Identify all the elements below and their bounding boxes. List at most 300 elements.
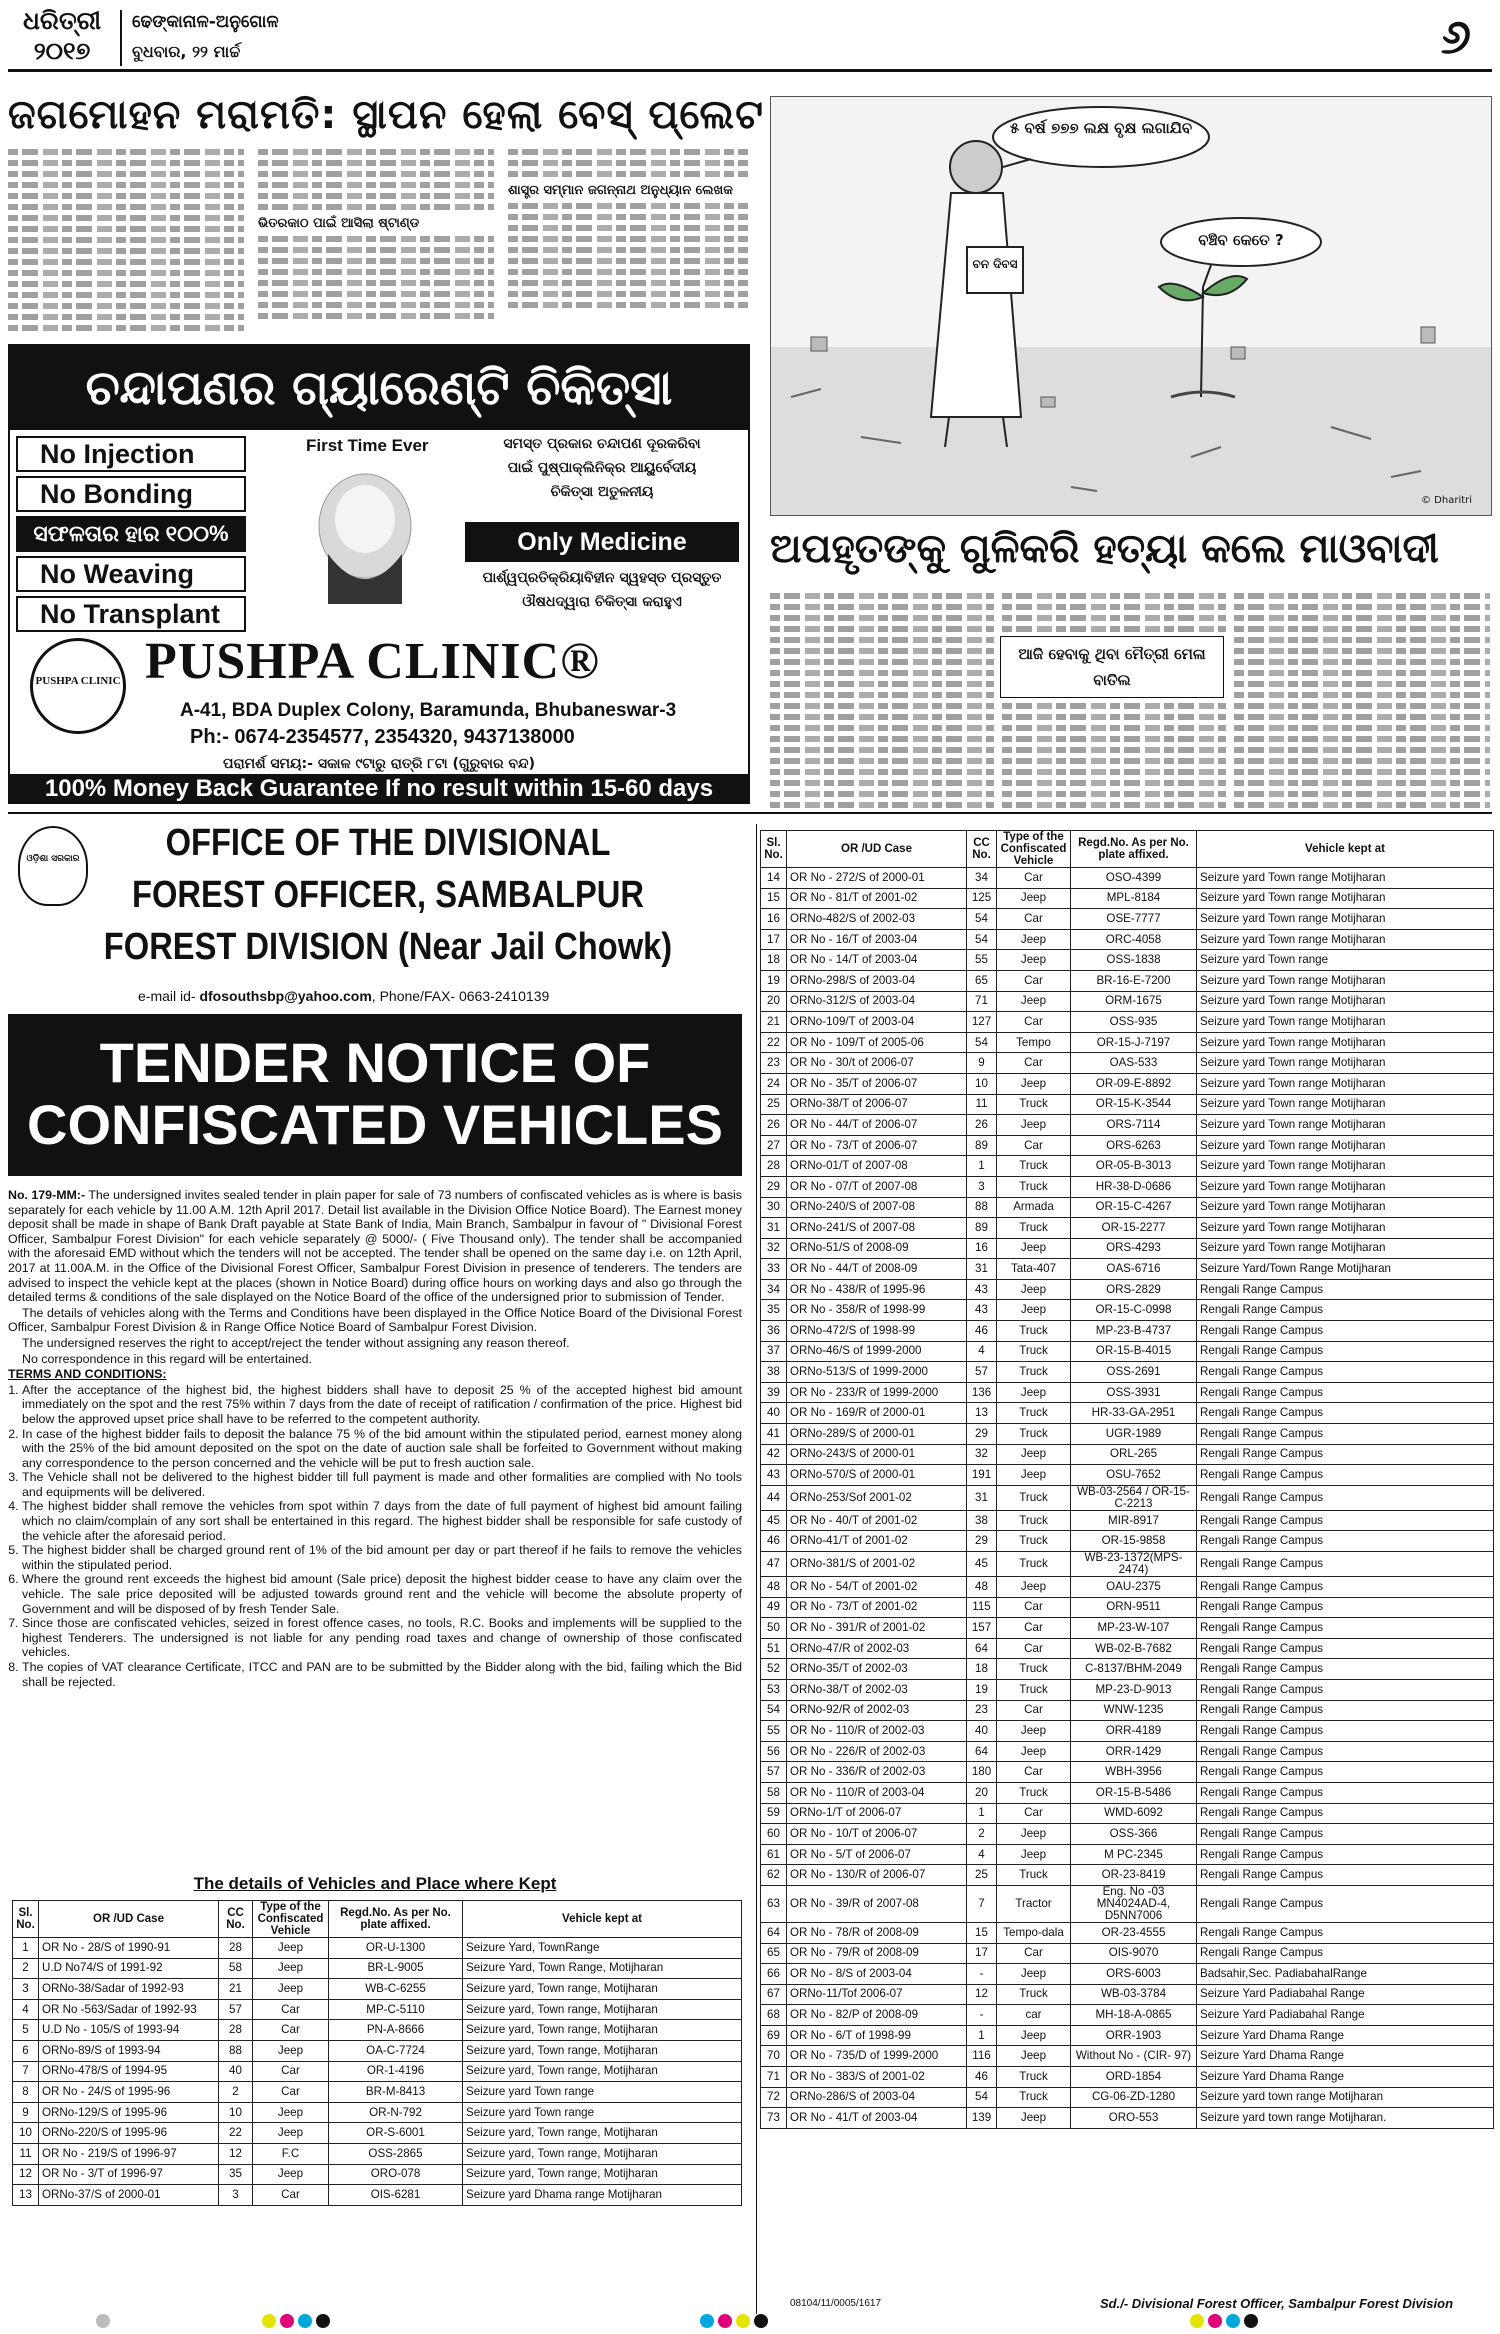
- cell-kept-at: Rengali Range Campus: [1197, 1824, 1494, 1845]
- cell-sl-no: 29: [761, 1176, 787, 1197]
- table-row: [761, 1824, 1494, 1845]
- term-item: 2. In case of the highest bidder fails to deposit the balance 75 % of the bid amount within the stipulated period, earnest money along with the 25% of the bid amount deposited on the spot on the date of auction sale shall be forfeited to Government without making any correspondence to the person concerned and the vehicle will be put to fresh auction sale.: [22, 1427, 742, 1471]
- cell-cc-no: 1: [967, 2025, 997, 2046]
- terms-list: [8, 1383, 742, 1689]
- cell-vehicle-type: Car: [253, 2185, 329, 2206]
- cell-sl-no: 62: [761, 1865, 787, 1886]
- cell-kept-at: Rengali Range Campus: [1197, 1321, 1494, 1342]
- col-header: OR /UD Case: [39, 1901, 219, 1938]
- cell-kept-at: Seizure yard Town range Motijharan: [1197, 1053, 1494, 1074]
- table-row: [761, 1424, 1494, 1445]
- cell-sl-no: 27: [761, 1135, 787, 1156]
- clinic-timing: ପରାମର୍ଶ ସମୟ:- ସକାଳ ୯ଟାରୁ ରାତ୍ରି ୮ଟା (ଗୁରୁବାର ବନ୍ଦ): [10, 756, 748, 776]
- table-row: [761, 1782, 1494, 1803]
- cell-regd-no: OR-15-2277: [1071, 1218, 1197, 1239]
- clinic-name: PUSHPA CLINIC®: [145, 633, 600, 690]
- lead-story-body: [8, 144, 750, 334]
- cell-kept-at: Rengali Range Campus: [1197, 1597, 1494, 1618]
- cell-cc-no: 43: [967, 1300, 997, 1321]
- cell-vehicle-type: Truck: [997, 1865, 1071, 1886]
- col-header: CC No.: [967, 831, 997, 868]
- cell-vehicle-type: Jeep: [997, 929, 1071, 950]
- cell-case: OR No - 16/T of 2003-04: [787, 929, 967, 950]
- cell-sl-no: 45: [761, 1510, 787, 1531]
- cell-regd-no: WBH-3956: [1071, 1762, 1197, 1783]
- cell-regd-no: C-8137/BHM-2049: [1071, 1659, 1197, 1680]
- col-header: Type of the Confiscated Vehicle: [253, 1901, 329, 1938]
- cell-vehicle-type: Car: [997, 1053, 1071, 1074]
- cell-vehicle-type: Truck: [997, 1341, 1071, 1362]
- cell-regd-no: OSS-1838: [1071, 950, 1197, 971]
- cell-vehicle-type: Armada: [997, 1197, 1071, 1218]
- term-item: 5. The highest bidder shall be charged ground rent of 1% of the bid amount per day or part thereof if he fails to remove the vehicles within the stipulated period.: [22, 1543, 742, 1572]
- cell-case: OR No - 391/R of 2001-02: [787, 1618, 967, 1639]
- cell-regd-no: WMD-6092: [1071, 1803, 1197, 1824]
- clinic-line-2: ପାଇଁ ପୁଷ୍ପାକ୍ଲିନିକ୍‌ର ଆୟୁର୍ବେଦୀୟ: [507, 460, 697, 476]
- cell-sl-no: 73: [761, 2108, 787, 2129]
- cell-regd-no: OSS-2691: [1071, 1362, 1197, 1383]
- cell-sl-no: 10: [13, 2123, 39, 2144]
- cell-vehicle-type: Truck: [997, 1984, 1071, 2005]
- cell-sl-no: 67: [761, 1984, 787, 2005]
- cell-kept-at: Seizure Yard, TownRange: [463, 1938, 742, 1959]
- cell-cc-no: 12: [219, 2143, 253, 2164]
- cell-sl-no: 58: [761, 1782, 787, 1803]
- cell-regd-no: OAS-533: [1071, 1053, 1197, 1074]
- cell-sl-no: 25: [761, 1094, 787, 1115]
- table-row: [761, 888, 1494, 909]
- cell-cc-no: 9: [967, 1053, 997, 1074]
- cell-sl-no: 41: [761, 1424, 787, 1445]
- cell-kept-at: Rengali Range Campus: [1197, 1465, 1494, 1486]
- cell-case: OR No - 79/R of 2008-09: [787, 1943, 967, 1964]
- cell-sl-no: 26: [761, 1115, 787, 1136]
- registration-mark: [718, 2314, 732, 2328]
- office-phone: , Phone/FAX- 0663-2410139: [371, 988, 550, 1004]
- cell-cc-no: 40: [967, 1721, 997, 1742]
- cell-vehicle-type: Truck: [997, 2087, 1071, 2108]
- cell-regd-no: UGR-1989: [1071, 1424, 1197, 1445]
- cell-regd-no: Eng. No -03 MN4024AD-4, D5NN7006: [1071, 1885, 1197, 1922]
- cell-vehicle-type: Truck: [997, 1531, 1071, 1552]
- odisha-government-emblem: ଓଡ଼ିଶା ସରକାର: [18, 826, 88, 906]
- table-row: [761, 1032, 1494, 1053]
- cell-case: OR No - 54/T of 2001-02: [787, 1577, 967, 1598]
- cell-case: ORNo-92/R of 2002-03: [787, 1700, 967, 1721]
- table-row: [13, 2143, 742, 2164]
- cell-cc-no: 18: [967, 1659, 997, 1680]
- cell-case: OR No - 735/D of 1999-2000: [787, 2046, 967, 2067]
- cell-case: OR No - 39/R of 2007-08: [787, 1885, 967, 1922]
- cell-vehicle-type: Jeep: [253, 1938, 329, 1959]
- table-row: [761, 1577, 1494, 1598]
- cell-cc-no: 7: [967, 1885, 997, 1922]
- cell-vehicle-type: Car: [997, 1700, 1071, 1721]
- cell-cc-no: 19: [967, 1679, 997, 1700]
- cell-sl-no: 7: [13, 2061, 39, 2082]
- cell-regd-no: ORR-1903: [1071, 2025, 1197, 2046]
- col-header: OR /UD Case: [787, 831, 967, 868]
- cell-kept-at: Seizure yard Town range Motijharan: [1197, 1176, 1494, 1197]
- cartoon-speech-bubble-1: ୫ ବର୍ଷ ୭୭୭ ଲକ୍ଷ ବୃକ୍ଷ ଲଗାଯିବ: [1009, 119, 1193, 137]
- cell-vehicle-type: Truck: [997, 1218, 1071, 1239]
- term-item: 4. The highest bidder shall remove the vehicles from spot within 7 days from the date of full payment of highest bid amount failing which no claim/complain of any sort shall be entertained in this regard. The highest bidder shall be responsible for safe custody of the vehicle after the aforesaid period.: [22, 1499, 742, 1543]
- money-back-guarantee: 100% Money Back Guarantee If no result within 15-60 days: [10, 774, 748, 804]
- cell-cc-no: 1: [967, 1803, 997, 1824]
- cell-case: OR No - 35/T of 2006-07: [787, 1073, 967, 1094]
- cell-regd-no: OR-S-6001: [329, 2123, 463, 2144]
- cell-sl-no: 20: [761, 991, 787, 1012]
- cell-cc-no: 89: [967, 1135, 997, 1156]
- tender-notice: [8, 818, 742, 2308]
- cell-cc-no: 15: [967, 1922, 997, 1943]
- cell-case: ORNo-51/S of 2008-09: [787, 1238, 967, 1259]
- table-row: [761, 1922, 1494, 1943]
- cell-sl-no: 68: [761, 2005, 787, 2026]
- cell-sl-no: 35: [761, 1300, 787, 1321]
- cell-kept-at: Rengali Range Campus: [1197, 1659, 1494, 1680]
- cell-case: ORNo-241/S of 2007-08: [787, 1218, 967, 1239]
- table-row: [761, 1341, 1494, 1362]
- cell-vehicle-type: Truck: [997, 1782, 1071, 1803]
- cell-kept-at: Seizure yard, Town range, Motijharan: [463, 1999, 742, 2020]
- cell-vehicle-type: Jeep: [997, 1300, 1071, 1321]
- table-row: [761, 1279, 1494, 1300]
- registration-mark: [280, 2314, 294, 2328]
- table-row: [761, 1552, 1494, 1577]
- table-row: [761, 2067, 1494, 2088]
- cell-vehicle-type: Car: [253, 1999, 329, 2020]
- col-header: Vehicle kept at: [463, 1901, 742, 1938]
- col-header: CC No.: [219, 1901, 253, 1938]
- table-row: [761, 1741, 1494, 1762]
- cell-regd-no: OR-15-B-5486: [1071, 1782, 1197, 1803]
- cell-regd-no: OA-C-7724: [329, 2040, 463, 2061]
- cell-vehicle-type: Truck: [997, 1094, 1071, 1115]
- cell-vehicle-type: Jeep: [997, 2046, 1071, 2067]
- cell-cc-no: 58: [219, 1958, 253, 1979]
- cell-regd-no: OAS-6716: [1071, 1259, 1197, 1280]
- vehicle-table-left: [12, 1900, 742, 2206]
- cell-cc-no: 139: [967, 2108, 997, 2129]
- cell-vehicle-type: Tempo: [997, 1032, 1071, 1053]
- cell-case: ORNo-243/S of 2000-01: [787, 1444, 967, 1465]
- cell-case: OR No - 226/R of 2002-03: [787, 1741, 967, 1762]
- cell-cc-no: 191: [967, 1465, 997, 1486]
- cell-kept-at: Rengali Range Campus: [1197, 1485, 1494, 1510]
- cell-vehicle-type: Car: [997, 1638, 1071, 1659]
- cell-cc-no: 136: [967, 1382, 997, 1403]
- cell-regd-no: MH-18-A-0865: [1071, 2005, 1197, 2026]
- cell-regd-no: OR-23-8419: [1071, 1865, 1197, 1886]
- cell-vehicle-type: Car: [253, 2020, 329, 2041]
- cell-case: ORNo-570/S of 2000-01: [787, 1465, 967, 1486]
- cell-cc-no: 40: [219, 2061, 253, 2082]
- cell-sl-no: 30: [761, 1197, 787, 1218]
- table-row: [761, 1531, 1494, 1552]
- term-item: 3. The Vehicle shall not be delivered to the highest bidder till full payment is made and other formalities are complied with No tools and equipments will be delivered.: [22, 1470, 742, 1499]
- cartoon-credit: © Dharitri: [1421, 495, 1473, 506]
- col-header: Sl. No.: [761, 831, 787, 868]
- cell-vehicle-type: Truck: [997, 1679, 1071, 1700]
- registration-mark: [1208, 2314, 1222, 2328]
- cell-kept-at: Rengali Range Campus: [1197, 1552, 1494, 1577]
- cell-vehicle-type: Jeep: [253, 2123, 329, 2144]
- table-row: [13, 2164, 742, 2185]
- table-row: [761, 1597, 1494, 1618]
- cell-sl-no: 40: [761, 1403, 787, 1424]
- cell-regd-no: OR-15-9858: [1071, 1531, 1197, 1552]
- cell-kept-at: Seizure yard Town range Motijharan: [1197, 1012, 1494, 1033]
- cell-vehicle-type: Car: [997, 1012, 1071, 1033]
- cell-regd-no: OSS-935: [1071, 1012, 1197, 1033]
- cell-sl-no: 61: [761, 1844, 787, 1865]
- cell-kept-at: Rengali Range Campus: [1197, 1638, 1494, 1659]
- term-item: 8. The copies of VAT clearance Certificate, ITCC and PAN are to be submitted by the Bidder along with the bid, failing which the Bid shall be rejected.: [22, 1660, 742, 1689]
- cell-case: OR No - 110/R of 2002-03: [787, 1721, 967, 1742]
- table-row: [13, 1979, 742, 2000]
- col-header: Regd.No. As per No. plate affixed.: [329, 1901, 463, 1938]
- cell-cc-no: 55: [967, 950, 997, 971]
- bald-head-illustration: [310, 464, 420, 604]
- office-title-line-2: FOREST OFFICER, SAMBALPUR: [132, 874, 644, 916]
- cell-regd-no: OR-05-B-3013: [1071, 1156, 1197, 1177]
- cell-cc-no: 2: [219, 2082, 253, 2103]
- cell-regd-no: OSS-2865: [329, 2143, 463, 2164]
- cell-kept-at: Seizure yard Town range Motijharan: [1197, 1238, 1494, 1259]
- cell-regd-no: BR-16-E-7200: [1071, 970, 1197, 991]
- cell-vehicle-type: Jeep: [253, 2040, 329, 2061]
- cell-regd-no: CG-06-ZD-1280: [1071, 2087, 1197, 2108]
- cell-cc-no: 65: [967, 970, 997, 991]
- cell-cc-no: 10: [967, 1073, 997, 1094]
- registration-mark: [298, 2314, 312, 2328]
- cell-case: OR No - 14/T of 2003-04: [787, 950, 967, 971]
- cell-regd-no: ORR-1429: [1071, 1741, 1197, 1762]
- cell-cc-no: 48: [967, 1577, 997, 1598]
- brand-name: ଧରିତ୍ରୀ: [22, 6, 102, 35]
- table-row: [13, 1999, 742, 2020]
- cell-vehicle-type: Truck: [997, 1510, 1071, 1531]
- cell-vehicle-type: Jeep: [997, 1577, 1071, 1598]
- cell-cc-no: 34: [967, 868, 997, 889]
- cell-vehicle-type: Jeep: [253, 2102, 329, 2123]
- registration-mark: [700, 2314, 714, 2328]
- table-header-row: [761, 831, 1494, 868]
- cell-vehicle-type: Jeep: [253, 1958, 329, 1979]
- cell-regd-no: WB-03-2564 / OR-15-C-2213: [1071, 1485, 1197, 1510]
- cell-sl-no: 39: [761, 1382, 787, 1403]
- cell-kept-at: Seizure yard Town range: [463, 2082, 742, 2103]
- cell-regd-no: ORS-2829: [1071, 1279, 1197, 1300]
- cell-case: OR No - 438/R of 1995-96: [787, 1279, 967, 1300]
- cell-kept-at: Seizure yard Town range Motijharan: [1197, 1197, 1494, 1218]
- cell-regd-no: Without No - (CIR- 97): [1071, 2046, 1197, 2067]
- cell-regd-no: OSE-7777: [1071, 909, 1197, 930]
- cell-kept-at: Rengali Range Campus: [1197, 1279, 1494, 1300]
- cell-case: OR No - 219/S of 1996-97: [39, 2143, 219, 2164]
- table-row: [761, 1176, 1494, 1197]
- cell-cc-no: 64: [967, 1638, 997, 1659]
- table-row: [761, 1844, 1494, 1865]
- cell-cc-no: 22: [219, 2123, 253, 2144]
- table-row: [761, 1300, 1494, 1321]
- cell-regd-no: WNW-1235: [1071, 1700, 1197, 1721]
- cell-kept-at: Seizure yard town range Motijharan: [1197, 2087, 1494, 2108]
- email-label: e-mail id-: [138, 988, 200, 1004]
- cell-regd-no: OSS-3931: [1071, 1382, 1197, 1403]
- cell-vehicle-type: Truck: [997, 1485, 1071, 1510]
- cell-vehicle-type: Truck: [997, 1403, 1071, 1424]
- cell-kept-at: Seizure yard Town range: [463, 2102, 742, 2123]
- cell-regd-no: OR-N-792: [329, 2102, 463, 2123]
- cell-sl-no: 31: [761, 1218, 787, 1239]
- cell-regd-no: OR-15-K-3544: [1071, 1094, 1197, 1115]
- cell-cc-no: 1: [967, 1156, 997, 1177]
- cell-sl-no: 43: [761, 1465, 787, 1486]
- page-header: [8, 6, 1492, 72]
- no-transplant-label: No Transplant: [16, 596, 246, 632]
- cell-case: OR No - 109/T of 2005-06: [787, 1032, 967, 1053]
- cell-vehicle-type: Tempo-dala: [997, 1922, 1071, 1943]
- cell-vehicle-type: Car: [997, 1943, 1071, 1964]
- cell-cc-no: 3: [967, 1176, 997, 1197]
- cell-vehicle-type: Tata-407: [997, 1259, 1071, 1280]
- cell-cc-no: -: [967, 1964, 997, 1985]
- signature-line: Sd./- Divisional Forest Officer, Sambalpur Forest Division: [1100, 2296, 1454, 2311]
- ad-code: 08104/11/0005/1617: [790, 2298, 882, 2309]
- cell-sl-no: 50: [761, 1618, 787, 1639]
- cell-case: OR No - 233/R of 1999-2000: [787, 1382, 967, 1403]
- cell-sl-no: 48: [761, 1577, 787, 1598]
- cell-case: OR No - 336/R of 2002-03: [787, 1762, 967, 1783]
- table-row: [761, 1073, 1494, 1094]
- cell-regd-no: WB-02-B-7682: [1071, 1638, 1197, 1659]
- vehicle-rows-right: [761, 868, 1494, 2129]
- cell-sl-no: 1: [13, 1938, 39, 1959]
- cell-sl-no: 53: [761, 1679, 787, 1700]
- cell-vehicle-type: Truck: [997, 1176, 1071, 1197]
- table-row: [761, 1012, 1494, 1033]
- vehicle-rows-left: [13, 1938, 742, 2206]
- cell-cc-no: 32: [967, 1444, 997, 1465]
- table-row: [13, 2102, 742, 2123]
- cell-kept-at: Seizure yard Town range: [1197, 950, 1494, 971]
- cell-regd-no: OSS-366: [1071, 1824, 1197, 1845]
- cell-case: ORNo-129/S of 1995-96: [39, 2102, 219, 2123]
- cell-vehicle-type: Car: [997, 909, 1071, 930]
- office-title-line-1: OFFICE OF THE DIVISIONAL: [165, 822, 611, 864]
- tender-paragraph-4: No correspondence in this regard will be entertained.: [22, 1351, 312, 1366]
- table-row: [761, 1943, 1494, 1964]
- cell-kept-at: Rengali Range Campus: [1197, 1943, 1494, 1964]
- cell-case: ORNo-46/S of 1999-2000: [787, 1341, 967, 1362]
- table-row: [761, 1659, 1494, 1680]
- office-title-line-3: FOREST DIVISION (Near Jail Chowk): [103, 926, 673, 968]
- cell-regd-no: ORS-4293: [1071, 1238, 1197, 1259]
- cell-cc-no: 43: [967, 1279, 997, 1300]
- cell-sl-no: 13: [13, 2185, 39, 2206]
- only-medicine-label: Only Medicine: [465, 522, 739, 562]
- cell-cc-no: 71: [967, 991, 997, 1012]
- cell-cc-no: 4: [967, 1341, 997, 1362]
- term-item: 6. Where the ground rent exceeds the highest bid amount (Sale price) deposit the highest bidder cease to have any claim over the vehicle. The sale price deposited will be adjusted towards ground rent and the vehicle will become the absolute property of Government and will be disposed of by fresh Tender Sale.: [22, 1572, 742, 1616]
- cell-cc-no: 31: [967, 1485, 997, 1510]
- cell-kept-at: Seizure yard Town range Motijharan: [1197, 991, 1494, 1012]
- col-header: Vehicle kept at: [1197, 831, 1494, 868]
- cell-cc-no: 88: [967, 1197, 997, 1218]
- cell-case: OR No - 3/T of 1996-97: [39, 2164, 219, 2185]
- cell-sl-no: 14: [761, 868, 787, 889]
- cell-vehicle-type: Jeep: [997, 1238, 1071, 1259]
- cell-vehicle-type: Jeep: [997, 1115, 1071, 1136]
- clinic-line-1: ସମସ୍ତ ପ୍ରକାର ଚନ୍ଦାପଣ ଦୂରକରିବା: [503, 436, 701, 452]
- cell-cc-no: 116: [967, 2046, 997, 2067]
- cell-case: ORNo-513/S of 1999-2000: [787, 1362, 967, 1383]
- lead-subhead-2: ଶାସ୍ତ୍ର ସମ୍ମାନ ଜଗନ୍ନାଥ ଅନୁଧ୍ୟାନ ଲେଖକ: [508, 183, 733, 198]
- cell-sl-no: 65: [761, 1943, 787, 1964]
- cell-vehicle-type: Jeep: [997, 2025, 1071, 2046]
- cell-sl-no: 34: [761, 1279, 787, 1300]
- cell-kept-at: Seizure yard, Town range, Motijharan: [463, 2061, 742, 2082]
- cell-kept-at: Rengali Range Campus: [1197, 1844, 1494, 1865]
- cell-sl-no: 28: [761, 1156, 787, 1177]
- cell-sl-no: 12: [13, 2164, 39, 2185]
- cartoon-speech-bubble-2: ବଞ୍ଚିବ କେତେ ?: [1198, 231, 1284, 249]
- cell-cc-no: 157: [967, 1618, 997, 1639]
- table-row: [13, 2185, 742, 2206]
- cell-cc-no: 26: [967, 1115, 997, 1136]
- table-row: [761, 2087, 1494, 2108]
- col-header: Type of the Confiscated Vehicle: [997, 831, 1071, 868]
- table-row: [761, 1721, 1494, 1742]
- table-row: [761, 1444, 1494, 1465]
- col-header: Regd.No. As per No. plate affixed.: [1071, 831, 1197, 868]
- lead-column-2: [258, 144, 494, 334]
- cell-vehicle-type: Jeep: [997, 1824, 1071, 1845]
- cell-case: OR No - 130/R of 2006-07: [787, 1865, 967, 1886]
- cell-cc-no: 28: [219, 1938, 253, 1959]
- cell-cc-no: 17: [967, 1943, 997, 1964]
- first-time-label: First Time Ever: [306, 436, 429, 455]
- cell-kept-at: Rengali Range Campus: [1197, 1382, 1494, 1403]
- cell-cc-no: 21: [219, 1979, 253, 2000]
- cell-sl-no: 18: [761, 950, 787, 971]
- cell-kept-at: Seizure yard Town range Motijharan: [1197, 909, 1494, 930]
- cell-cc-no: 4: [967, 1844, 997, 1865]
- table-row: [13, 2040, 742, 2061]
- cell-case: OR No - 81/T of 2001-02: [787, 888, 967, 909]
- cell-vehicle-type: Jeep: [253, 1979, 329, 2000]
- cell-case: OR No - 8/S of 2003-04: [787, 1964, 967, 1985]
- cell-vehicle-type: Car: [253, 2061, 329, 2082]
- cell-cc-no: 23: [967, 1700, 997, 1721]
- cell-sl-no: 36: [761, 1321, 787, 1342]
- cell-vehicle-type: Car: [997, 1803, 1071, 1824]
- table-row: [761, 1403, 1494, 1424]
- table-row: [761, 2108, 1494, 2129]
- cell-kept-at: Seizure yard, Town range, Motijharan: [463, 2164, 742, 2185]
- cell-case: OR No - 383/S of 2001-02: [787, 2067, 967, 2088]
- cell-case: ORNo-38/T of 2006-07: [787, 1094, 967, 1115]
- cell-regd-no: MP-23-D-9013: [1071, 1679, 1197, 1700]
- cell-cc-no: 57: [219, 1999, 253, 2020]
- table-row: [13, 2082, 742, 2103]
- cell-kept-at: Rengali Range Campus: [1197, 1531, 1494, 1552]
- cell-vehicle-type: Truck: [997, 2067, 1071, 2088]
- cell-sl-no: 64: [761, 1922, 787, 1943]
- cell-cc-no: 12: [967, 1984, 997, 2005]
